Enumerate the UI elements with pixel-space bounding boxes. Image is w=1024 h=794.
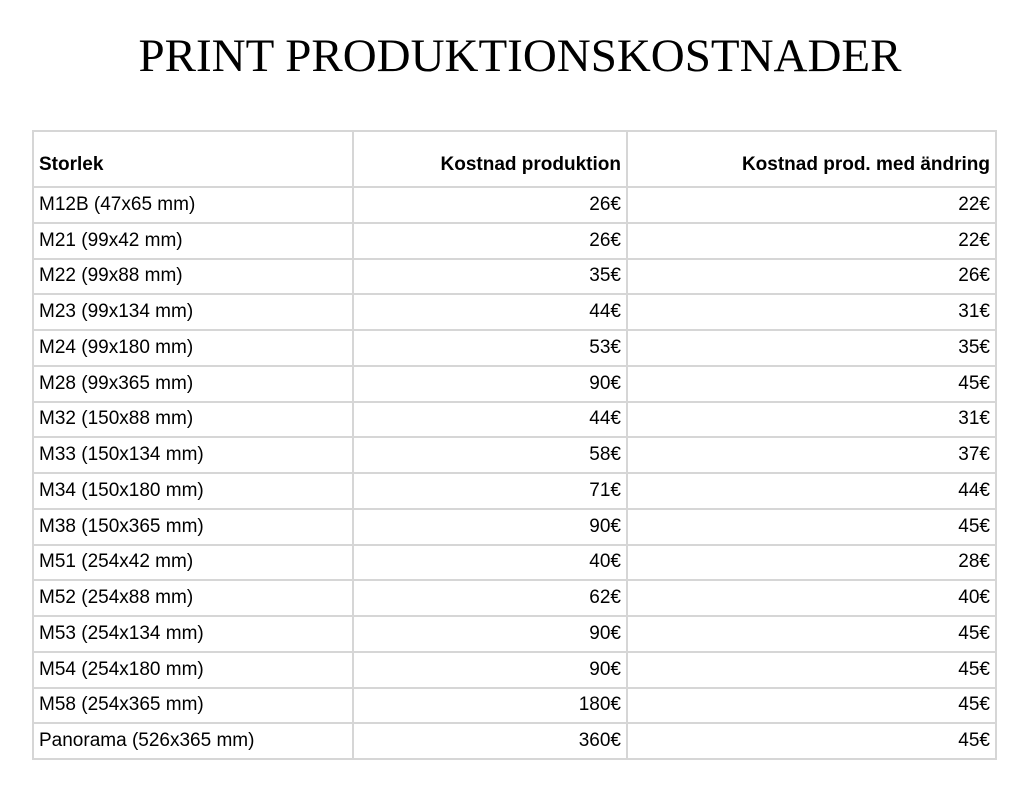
cell-cost-with-change: 45€: [627, 509, 996, 545]
table-row: [33, 402, 996, 438]
table-row: [33, 294, 996, 330]
column-header-production-cost: Kostnad produktion: [353, 131, 627, 187]
cell-cost-with-change: 45€: [627, 616, 996, 652]
cell-size: Panorama (526x365 mm): [33, 723, 353, 759]
cell-size: M23 (99x134 mm): [33, 294, 353, 330]
cell-size: M51 (254x42 mm): [33, 545, 353, 581]
table-row: [33, 723, 996, 759]
cell-cost-with-change: 22€: [627, 187, 996, 223]
cell-size: M54 (254x180 mm): [33, 652, 353, 688]
cell-size: M21 (99x42 mm): [33, 223, 353, 259]
cell-size: M33 (150x134 mm): [33, 437, 353, 473]
table-row: [33, 437, 996, 473]
cell-size: M52 (254x88 mm): [33, 580, 353, 616]
cell-size: M12B (47x65 mm): [33, 187, 353, 223]
cell-cost-with-change: 26€: [627, 259, 996, 295]
table-row: [33, 330, 996, 366]
cell-cost-with-change: 22€: [627, 223, 996, 259]
cell-cost-with-change: 45€: [627, 652, 996, 688]
cell-cost-with-change: 45€: [627, 688, 996, 724]
table-row: [33, 545, 996, 581]
table-header-row: [33, 131, 996, 187]
cell-production-cost: 44€: [353, 402, 627, 438]
table-row: [33, 509, 996, 545]
cell-production-cost: 90€: [353, 652, 627, 688]
cell-size: M22 (99x88 mm): [33, 259, 353, 295]
cell-production-cost: 71€: [353, 473, 627, 509]
cell-cost-with-change: 37€: [627, 437, 996, 473]
cell-production-cost: 53€: [353, 330, 627, 366]
table-row: [33, 187, 996, 223]
cell-cost-with-change: 45€: [627, 723, 996, 759]
column-header-size: Storlek: [33, 131, 353, 187]
cell-cost-with-change: 44€: [627, 473, 996, 509]
cell-size: M53 (254x134 mm): [33, 616, 353, 652]
table-row: [33, 652, 996, 688]
cell-production-cost: 26€: [353, 187, 627, 223]
table-row: [33, 616, 996, 652]
table-row: [33, 223, 996, 259]
cell-cost-with-change: 40€: [627, 580, 996, 616]
cell-cost-with-change: 31€: [627, 402, 996, 438]
cell-production-cost: 40€: [353, 545, 627, 581]
cell-production-cost: 44€: [353, 294, 627, 330]
cell-size: M34 (150x180 mm): [33, 473, 353, 509]
cell-size: M58 (254x365 mm): [33, 688, 353, 724]
cell-cost-with-change: 35€: [627, 330, 996, 366]
table-body: [33, 187, 996, 759]
table-row: [33, 259, 996, 295]
table-row: [33, 473, 996, 509]
table-row: [33, 688, 996, 724]
cell-cost-with-change: 28€: [627, 545, 996, 581]
cell-production-cost: 90€: [353, 509, 627, 545]
cell-production-cost: 90€: [353, 616, 627, 652]
cost-table: [32, 130, 997, 760]
cell-size: M32 (150x88 mm): [33, 402, 353, 438]
cell-production-cost: 360€: [353, 723, 627, 759]
cell-production-cost: 180€: [353, 688, 627, 724]
column-header-cost-with-change: Kostnad prod. med ändring: [627, 131, 996, 187]
cell-size: M28 (99x365 mm): [33, 366, 353, 402]
page-title: PRINT PRODUKTIONSKOSTNADER: [138, 30, 902, 82]
table-row: [33, 366, 996, 402]
cell-production-cost: 90€: [353, 366, 627, 402]
cell-cost-with-change: 45€: [627, 366, 996, 402]
cell-size: M24 (99x180 mm): [33, 330, 353, 366]
cell-production-cost: 35€: [353, 259, 627, 295]
cell-cost-with-change: 31€: [627, 294, 996, 330]
cell-production-cost: 58€: [353, 437, 627, 473]
cell-size: M38 (150x365 mm): [33, 509, 353, 545]
cell-production-cost: 26€: [353, 223, 627, 259]
cell-production-cost: 62€: [353, 580, 627, 616]
table-row: [33, 580, 996, 616]
